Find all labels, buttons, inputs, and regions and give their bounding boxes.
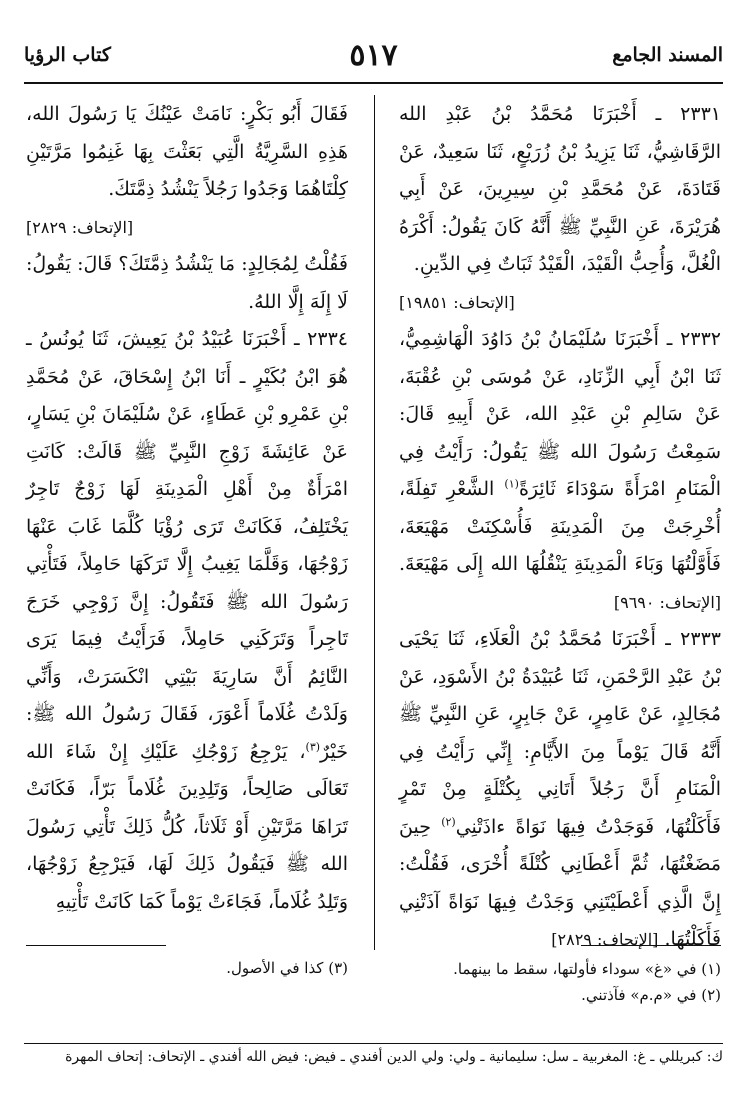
header-book-title: المسند الجامع [612, 44, 723, 66]
footnote-marker: (٢) [441, 815, 456, 829]
hadith-2334-text: ٢٣٣٤ ـ أَخْبَرَنَا عُبَيْدُ بْنُ يَعِيشَ، ثَنَا يُونُسُ ـ هُوَ ابْنُ بُكَيْرٍ ـ أَنَا ابْنُ إِسْحَاقَ، عَنْ مُحَمَّدِ بْنِ عَمْرِو بْنِ عَطَاءٍ، عَنْ سُلَيْمَانَ بْنِ يَسَارٍ، عَنْ عَائِشَةَ زَوْجِ النَّبِيِّ ﷺ قَالَتْ: كَانَتِ امْرَأَةٌ مِنْ أَهْلِ الْمَدِينَةِ لَهَا زَوْجٌ تَاجِرٌ يَخْتَلِفُ، فَكَانَتْ تَرَى رُؤْيَا كُلَّمَا غَابَ عَنْهَا زَوْجُهَا، وَقَلَّمَا يَغِيبُ إِلَّا تَرَكَهَا حَامِلاً، فَتَأْتِي رَسُولَ الله ﷺ فَتَقُولُ: إِنَّ زَوْجِي خَرَجَ تَاجِراً وَتَرَكَنِي حَامِلاً، فَرَأَيْتُ فِيمَا يَرَى النَّائِمُ أَنَّ سَارِيَةَ بَيْتِي انْكَسَرَتْ، وَأَنِّي وَلَدْتُ غُلَاماً أَعْوَرَ، فَقَالَ رَسُولُ الله ﷺ: خَيْرٌ [26, 328, 348, 763]
footer-rule [24, 1043, 723, 1044]
reference-ithaf: [الإتحاف: ٩٦٩٠] [613, 592, 721, 612]
hadith-2332 [399, 321, 721, 621]
footnote-2: (٢) في «م.م» فآذتني. [581, 986, 721, 1004]
left-column [26, 96, 348, 921]
hadith-2331: ٢٣٣١ ـ أَخْبَرَنَا مُحَمَّدُ بْنُ عَبْدِ الله الرَّقَاشِيُّ، ثَنَا يَزِيدُ بْنُ زُرَيْعٍ، ثَنَا سَعِيدٌ، عَنْ قَتَادَةَ، عَنْ مُحَمَّدِ بْنِ سِيرِينَ، عَنْ أَبِي هُرَيْرَةَ، عَنِ النَّبِيِّ ﷺ أَنَّهُ كَانَ يَقُولُ: أَكْرَهُ الْغُلَّ، وَأُحِبُّ الْقَيْدَ، الْقَيْدُ ثَبَاتٌ فِي الدِّينِ. [399, 103, 721, 275]
hadith-2334 [26, 321, 348, 921]
reference-ithaf: [الإتحاف: ٢٨٢٩] [551, 930, 659, 949]
page-header [24, 38, 723, 80]
footnote-rule [581, 945, 721, 946]
header-chapter-title: كتاب الرؤيا [24, 44, 111, 66]
hadith-2333-text-cont: حِينَ مَضَغْتُهَا، ثُمَّ أَعْطَانِي كُتْلَةً أُخْرَى، فَقُلْتُ: إِنَّ الَّذِي أَعْطَيْتَنِي وَجَدْتُ فِيهَا نَوَاةً آذَتْنِي فَأَكَلْتُهَا. [399, 815, 721, 950]
hadith-2334-text-cont: ، يَرْجِعُ زَوْجُكِ عَلَيْكِ إِنْ شَاءَ الله تَعَالَى صَالِحاً، وَتَلِدِينَ غُلَاماً بَرّاً، فَكَانَتْ تَرَاهَا مَرَّتَيْنِ أَوْ ثَلَاثاً، كُلُّ ذَلِكَ تَأْتِي رَسُولَ الله ﷺ فَيَقُولُ ذَلِكَ لَهَا، فَيَرْجِعُ زَوْجُهَا، وَتَلِدُ غُلَاماً، فَجَاءَتْ يَوْماً كَمَا كَانَتْ تَأْتِيهِ [26, 740, 348, 913]
footnotes-left [26, 945, 348, 980]
page-number: ٥١٧ [349, 38, 398, 73]
hadith-continuation: فَقَالَ أَبُو بَكْرٍ: نَامَتْ عَيْنُكَ يَا رَسُولَ الله، هَذِهِ السَّرِيَّةُ الَّتِي بَعَثْتَ بِهَا غَنِمُوا مَرَّتَيْنِ كِلْتَاهُمَا وَجَدُوا رَجُلاً يَنْشُدُ ذِمَّتَكَ. [26, 103, 348, 200]
footnote-marker: (١) [504, 477, 519, 491]
right-column [399, 96, 721, 959]
narrator-note: فَقُلْتُ لِمُجَالِدٍ: مَا يَنْشُدُ ذِمَّتَكَ؟ قَالَ: يَقُولُ: لَا إِلَهَ إِلَّا اللهُ. [26, 253, 348, 313]
footnote-3: (٣) كذا في الأصول. [226, 959, 348, 977]
hadith-2333-text: ٢٣٣٣ ـ أَخْبَرَنَا مُحَمَّدُ بْنُ الْعَلَاءِ، ثَنَا يَحْيَى بْنُ عَبْدِ الرَّحْمَنِ، ثَنَا عُبَيْدَةُ بْنُ الأَسْوَدِ، عَنْ مُجَالِدٍ، عَنْ عَامِرٍ، عَنْ جَابِرٍ، عَنِ النَّبِيِّ ﷺ أَنَّهُ قَالَ يَوْماً مِنَ الأَيَّامِ: إِنِّي رَأَيْتُ فِي الْمَنَامِ أَنَّ رَجُلاً أَتَانِي بِكُتْلَةٍ مِنْ تَمْرٍ فَأَكَلْتُهَا، فَوَجَدْتُ فِيهَا نَوَاةً ءاذَتْنِي [399, 628, 721, 838]
reference-ithaf: [الإتحاف: ١٩٨٥١] [399, 292, 515, 312]
hadith-2333 [399, 621, 721, 959]
footnote-rule [26, 945, 166, 946]
footnote-marker: (٣) [305, 740, 321, 754]
page-footer: ك: كبريللي ـ غ: المغربية ـ سل: سليمانية ـ ولي: ولي الدين أفندي ـ فيض: فيض الله أفندي ـ الإتحاف: إتحاف المهرة [65, 1049, 723, 1065]
column-divider [374, 95, 375, 950]
footnotes-right [399, 945, 721, 1008]
hadith-2332-text-cont: الشَّعْرِ تَفِلَةً، أُخْرِجَتْ مِنَ الْمَدِينَةِ فَأُسْكِنَتْ مَهْيَعَةَ، فَأَوَّلْتُهَا وَبَاءَ الْمَدِينَةِ يَنْقُلُهَا الله إِلَى مَهْيَعَةَ. [399, 478, 721, 575]
footnote-1: (١) في «غ» سوداء فأولتها، سقط ما بينهما. [453, 960, 721, 978]
reference-ithaf: [الإتحاف: ٢٨٢٩] [26, 217, 134, 237]
hadith-2332-text: ٢٣٣٢ ـ أَخْبَرَنَا سُلَيْمَانُ بْنُ دَاوُدَ الْهَاشِمِيُّ، ثَنَا ابْنُ أَبِي الزِّنَادِ، عَنْ مُوسَى بْنِ عُقْبَةَ، عَنْ سَالِمِ بْنِ عَبْدِ الله، عَنْ أَبِيهِ قَالَ: سَمِعْتُ رَسُولَ الله ﷺ يَقُولُ: رَأَيْتُ فِي الْمَنَامِ امْرَأَةً سَوْدَاءَ ثَائِرَةً [399, 328, 722, 500]
header-rule [24, 82, 723, 84]
